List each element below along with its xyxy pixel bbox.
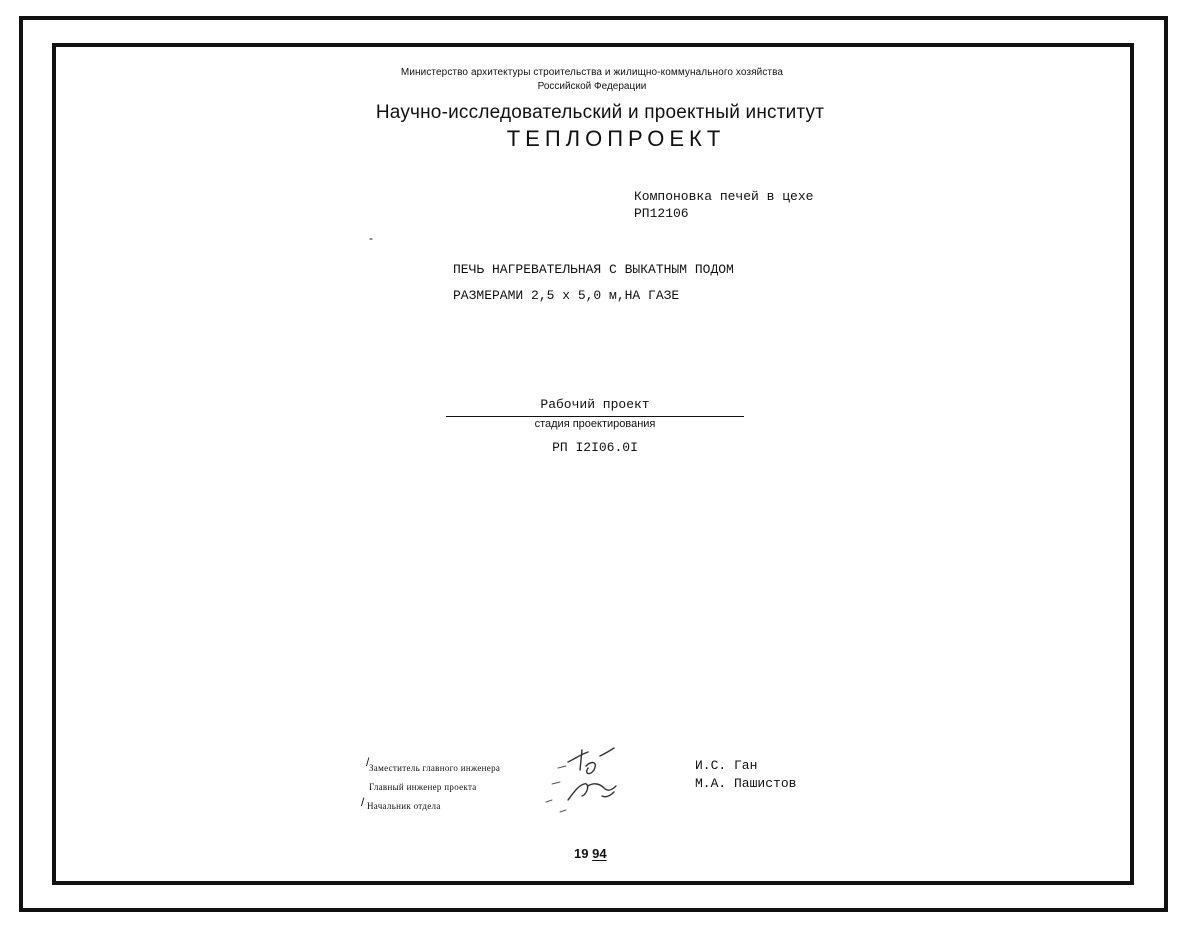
reference-code: РП12106: [634, 206, 689, 221]
document-title-line-1: ПЕЧЬ НАГРЕВАТЕЛЬНАЯ С ВЫКАТНЫМ ПОДОМ: [453, 262, 734, 277]
signatory-name-1: И.С. Ган: [695, 758, 758, 773]
signatory-name-2: М.А. Пашистов: [695, 776, 797, 791]
stage-divider: [446, 416, 744, 417]
institute-name: Научно-исследовательский и проектный институт: [375, 102, 825, 123]
document-code: РП I2I06.0I: [552, 440, 638, 455]
role-department-head: Начальник отдела: [367, 801, 441, 811]
role-chief-project-engineer: Главный инженер проекта: [369, 782, 477, 792]
document-title-line-2: РАЗМЕРАМИ 2,5 x 5,0 м,НА ГАЗЕ: [453, 288, 680, 303]
brand-title: ТЕПЛОПРОЕКТ: [506, 126, 726, 151]
stage-name: Рабочий проект: [540, 397, 650, 412]
slash-mark: /: [366, 755, 370, 769]
stage-caption: стадия проектирования: [534, 418, 656, 430]
year: [574, 846, 607, 861]
handwritten-signature: [538, 740, 628, 820]
reference-line-1: Компоновка печей в цехе: [634, 189, 814, 204]
ministry-line: Министерство архитектуры строительства и жилищно-коммунального хозяйства: [400, 67, 784, 78]
dash-mark: -: [369, 231, 373, 245]
role-deputy-chief-engineer: Заместитель главного инженера: [369, 763, 501, 773]
federation-line: Российской Федерации: [537, 81, 647, 92]
year-suffix: 94: [592, 846, 607, 861]
slash-mark: /: [361, 795, 365, 809]
year-prefix: 19: [574, 846, 589, 861]
